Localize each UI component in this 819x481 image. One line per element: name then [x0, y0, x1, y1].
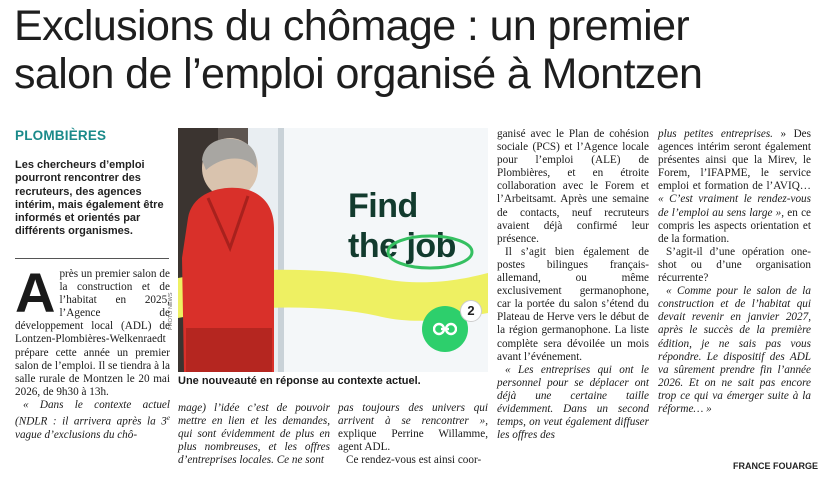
paragraph — [658, 128, 811, 246]
lead-divider — [15, 258, 169, 259]
badge-count: 2 — [460, 300, 482, 322]
paragraph-text: » Des agences intérim seront également présentes ainsi que la Mirev, le Forem, l’IFAPME, le service emploi et formation de l’AVIQ… — [658, 128, 812, 193]
headline — [14, 2, 814, 98]
paragraph-text: , explique Perrine Willamme, agent ADL. — [338, 415, 488, 454]
paragraph: « Les entreprises qui ont le personnel pour se déplacer ont déjà une certaine taille évidemment. Dans un second temps, on veut également diffuser les offres des — [497, 363, 649, 442]
article-lead: Les chercheurs d’emploi pourront rencontrer des recruteurs, des agences intérim, mais également être informés et orientés par différents organismes. — [15, 159, 164, 238]
section-kicker: PLOMBIÈRES — [15, 128, 107, 143]
paragraph: mage) l’idée c’est de pouvoir mettre en lien et les demandes, qui sont évidemment de plus en plus nombreuses, et les offres d’entreprises locales. Ce ne sont — [178, 402, 330, 467]
paragraph: S’agit-il d’une opération one-shot ou d’une organisation récurrente? — [658, 245, 811, 285]
photo-credit: PHOTO NEWS — [168, 292, 174, 330]
paragraph — [338, 402, 488, 454]
author-signature — [733, 461, 819, 471]
column-2 — [178, 402, 330, 467]
paragraph-text: près un premier salon de la construction et de l’habitat en 2025, l’Agence de développement local (ADL) de Lontzen-Plombières-Welkenraedt prépare cette année un premier salon de l’emploi. Il se tiendra à la salle rurale de Montzen le 20 mai 2026, de 9h30 à 13h. — [15, 268, 170, 398]
column-5 — [658, 128, 811, 416]
quote-text: plus petites entreprises. — [658, 128, 773, 140]
paragraph — [15, 399, 170, 442]
headline-line-2: salon de l’emploi organisé à Montzen — [14, 50, 703, 98]
paragraph: Il s’agit bien également de postes bilingues français-allemand, ou même exclusivement germanophone, car la portée du salon s’étend du Plateau de Herve vers le début de la région germanophone. La liste complète sera dévoilée un mois avant l’événement. — [497, 245, 649, 363]
paragraph-text: vague d’exclusions du chô- — [15, 428, 138, 441]
paragraph: ganisé avec le Plan de cohésion sociale (PCS) et l’Agence locale pour l’emploi (ALE) de Plombières, et en étroite collaboration avec le Forem et l’Arbeitsamt. Après une semaine de contacts, neuf recruteurs avaient déjà confirmé leur présence. — [497, 128, 649, 245]
sign-line-2: the job — [348, 227, 456, 265]
article-photo — [178, 128, 488, 372]
paragraph-text: « Dans le contexte actuel (NDLR : il arrivera après la 3 — [15, 398, 170, 428]
column-3 — [338, 402, 488, 467]
headline-line-1: Exclusions du chômage : un premier — [14, 2, 690, 50]
paragraph — [15, 261, 170, 399]
paragraph: Ce rendez-vous est ainsi coor- — [346, 454, 482, 467]
column-4 — [497, 128, 649, 442]
quote-text: pas toujours des univers qui arrivent à se rencontrer » — [338, 402, 488, 428]
author-name: FRANCE FOUARGE — [733, 461, 818, 471]
sign-line-1: Find — [348, 187, 418, 225]
paragraph-text: , en ce compris les aspects orientation et de la formation. — [658, 206, 811, 245]
superscript: e — [166, 414, 170, 423]
sign-underline-swoosh — [378, 230, 488, 280]
column-1 — [15, 261, 170, 442]
drop-cap: A — [15, 261, 56, 324]
photo-caption: Une nouveauté en réponse au contexte actuel. — [178, 375, 421, 387]
quote-text: « C’est vraiment le rendez-vous de l’emploi au sens large » — [658, 193, 811, 219]
paragraph: « Comme pour le salon de la construction et de l’habitat qui devait revenir en janvier 2027, après le succès de la première édition, je ne sais pas vous répondre. Le dispositif des ADL va sûrement prendre fin l’année 2026. Et on ne sait pas encore trop ce qui va émerger suite à la réforme… » — [658, 285, 811, 415]
